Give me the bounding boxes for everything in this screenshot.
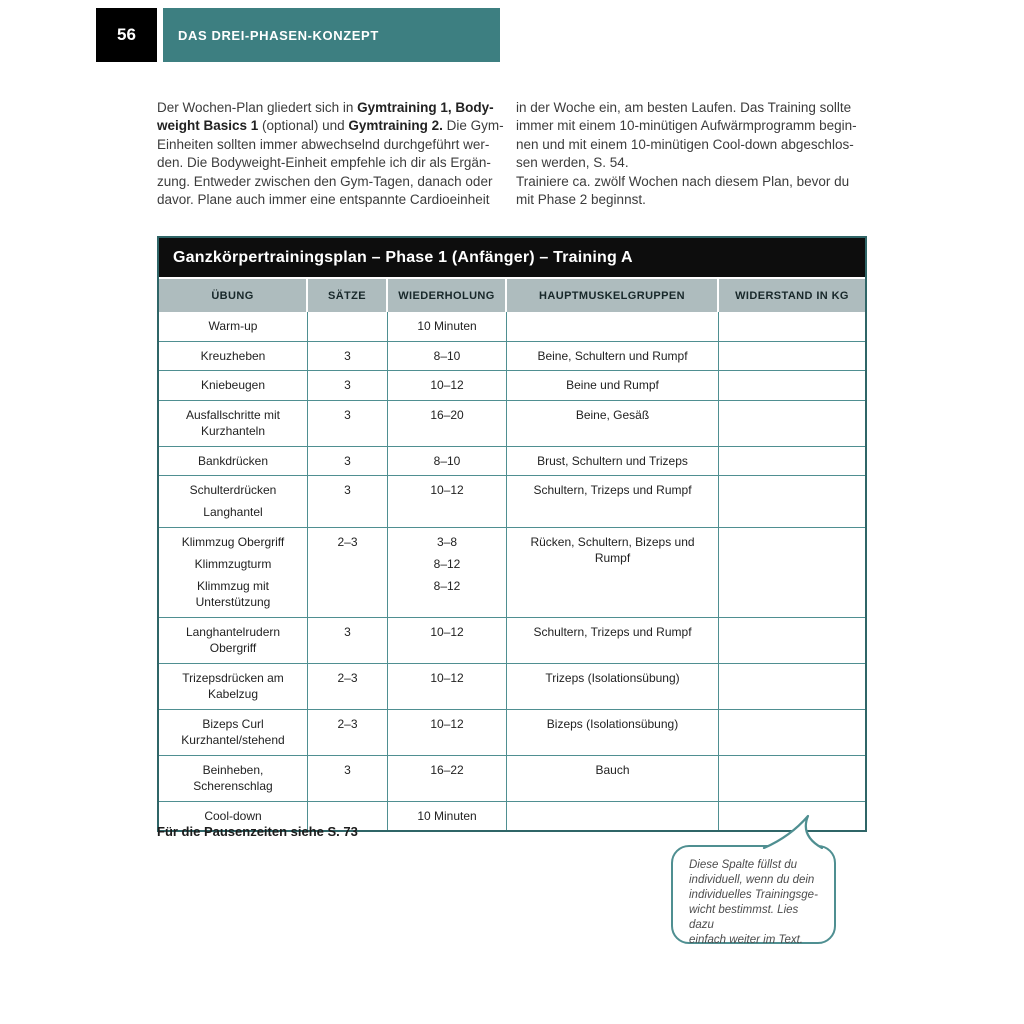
cell-muskelgruppen: Trizeps (Isolationsübung): [507, 664, 719, 709]
cell-uebung: Beinheben, Scherenschlag: [159, 756, 308, 801]
cell-uebung: Ausfallschritte mit Kurzhanteln: [159, 401, 308, 446]
cell-uebung: Langhantelrudern Obergriff: [159, 618, 308, 663]
cell-uebung: Klimmzug Obergriff Klimmzugturm Klimmzug mit Unterstützung: [159, 528, 308, 617]
cell-uebung: Warm-up: [159, 312, 308, 341]
cell-widerstand: [719, 401, 865, 446]
cell-widerstand: [719, 664, 865, 709]
cell-wiederholung: 10 Minuten: [388, 312, 507, 341]
cell-muskelgruppen: [507, 802, 719, 831]
cell-wiederholung: 10–12: [388, 664, 507, 709]
intro-text: zung. Entweder zwischen den Gym-Tagen, danach oder: [157, 173, 493, 189]
column-header-3: HAUPTMUSKELGRUPPEN: [507, 279, 719, 312]
cell-uebung: Schulterdrücken Langhantel: [159, 476, 308, 527]
cell-muskelgruppen: Beine und Rumpf: [507, 371, 719, 400]
cell-uebung: Bankdrücken: [159, 447, 308, 476]
cell-wiederholung: 16–22: [388, 756, 507, 801]
speech-bubble-tail-icon: [754, 812, 836, 849]
table-row: [159, 528, 865, 618]
speech-bubble: [671, 845, 836, 944]
column-header-4: WIDERSTAND IN KG: [719, 279, 865, 312]
cell-wiederholung: 10 Minuten: [388, 802, 507, 831]
table-row: [159, 618, 865, 664]
table-header-row: [159, 279, 865, 312]
table-row: [159, 756, 865, 802]
intro-text: (optional) und: [258, 118, 349, 134]
cell-saetze: [308, 312, 388, 341]
intro-text: Trainiere ca. zwölf Wochen nach diesem Plan, bevor du: [516, 173, 850, 189]
table-row: [159, 710, 865, 756]
cell-uebung: Cool-down: [159, 802, 308, 831]
intro-text: in der Woche ein, am besten Laufen. Das Training sollte: [516, 100, 852, 115]
intro-text: mit Phase 2 beginnst.: [516, 192, 646, 208]
intro-text-bold: Gymtraining 2.: [348, 118, 443, 134]
cell-widerstand: [719, 528, 865, 617]
cell-saetze: 3: [308, 401, 388, 446]
cell-muskelgruppen: Schultern, Trizeps und Rumpf: [507, 476, 719, 527]
cell-muskelgruppen: Bizeps (Isolationsübung): [507, 710, 719, 755]
cell-saetze: 3: [308, 756, 388, 801]
cell-muskelgruppen: Brust, Schultern und Trizeps: [507, 447, 719, 476]
table-row: [159, 447, 865, 477]
cell-saetze: 3: [308, 447, 388, 476]
table-row: [159, 342, 865, 372]
table-body: [159, 312, 865, 830]
table-row: [159, 312, 865, 342]
table-row: [159, 371, 865, 401]
training-plan-table: [157, 236, 867, 832]
cell-saetze: 3: [308, 342, 388, 371]
cell-saetze: 3: [308, 476, 388, 527]
intro-text: sen werden, S. 54.: [516, 155, 629, 171]
cell-wiederholung: 10–12: [388, 476, 507, 527]
column-header-2: WIEDERHOLUNG: [388, 279, 507, 312]
intro-text-bold: Gymtraining 1, Body-: [357, 100, 494, 115]
speech-bubble-text: Diese Spalte füllst du individuell, wenn du dein individuelles Trainingsge- wicht bestimmst. Lies dazu einfach weiter im Text.: [689, 859, 818, 946]
intro-text: Der Wochen-Plan gliedert sich in: [157, 100, 358, 115]
cell-widerstand: [719, 618, 865, 663]
cell-widerstand: [719, 342, 865, 371]
cell-muskelgruppen: Bauch: [507, 756, 719, 801]
intro-text: davor. Plane auch immer eine entspannte Cardioeinheit: [157, 192, 490, 208]
cell-saetze: 2–3: [308, 528, 388, 617]
page-number-box: [96, 8, 157, 62]
intro-text-bold: weight Basics 1: [157, 118, 259, 134]
intro-text: Einheiten sollten immer abwechselnd durchgeführt wer-: [157, 136, 490, 152]
cell-wiederholung: 8–10: [388, 342, 507, 371]
column-header-1: SÄTZE: [308, 279, 388, 312]
cell-uebung: Trizepsdrücken am Kabelzug: [159, 664, 308, 709]
cell-widerstand: [719, 476, 865, 527]
cell-wiederholung: 10–12: [388, 371, 507, 400]
cell-wiederholung: 10–12: [388, 618, 507, 663]
cell-widerstand: [719, 312, 865, 341]
cell-wiederholung: 10–12: [388, 710, 507, 755]
cell-muskelgruppen: Schultern, Trizeps und Rumpf: [507, 618, 719, 663]
table-title: Ganzkörpertrainingsplan – Phase 1 (Anfänger) – Training A: [159, 238, 865, 277]
footnote: Für die Pausenzeiten siehe S. 73: [157, 824, 358, 839]
cell-wiederholung: 3–8 8–12 8–12: [388, 528, 507, 617]
cell-saetze: 3: [308, 371, 388, 400]
cell-muskelgruppen: [507, 312, 719, 341]
intro-text: Die Gym-: [442, 118, 504, 134]
cell-wiederholung: 8–10: [388, 447, 507, 476]
cell-widerstand: [719, 756, 865, 801]
cell-saetze: 2–3: [308, 664, 388, 709]
table-row: [159, 476, 865, 528]
cell-saetze: 3: [308, 618, 388, 663]
cell-muskelgruppen: Rücken, Schultern, Bizeps und Rumpf: [507, 528, 719, 617]
chapter-title: DAS DREI-PHASEN-KONZEPT: [178, 27, 379, 43]
intro-paragraph-left: [157, 99, 507, 209]
table-row: [159, 664, 865, 710]
table-row: [159, 401, 865, 447]
page-number: 56: [117, 25, 136, 44]
cell-uebung: Kreuzheben: [159, 342, 308, 371]
intro-text: den. Die Bodyweight-Einheit empfehle ich dir als Ergän-: [157, 155, 491, 171]
cell-saetze: 2–3: [308, 710, 388, 755]
cell-uebung: Kniebeugen: [159, 371, 308, 400]
cell-muskelgruppen: Beine, Schultern und Rumpf: [507, 342, 719, 371]
cell-uebung: Bizeps Curl Kurzhantel/stehend: [159, 710, 308, 755]
intro-paragraph-right: [516, 99, 874, 209]
intro-text: nen und mit einem 10-minütigen Cool-down abgeschlos-: [516, 136, 854, 152]
cell-wiederholung: 16–20: [388, 401, 507, 446]
intro-text: immer mit einem 10-minütigen Aufwärmprogramm begin-: [516, 118, 857, 134]
cell-widerstand: [719, 710, 865, 755]
cell-widerstand: [719, 371, 865, 400]
column-header-0: ÜBUNG: [159, 279, 308, 312]
chapter-title-bar: [163, 8, 500, 62]
cell-muskelgruppen: Beine, Gesäß: [507, 401, 719, 446]
cell-widerstand: [719, 447, 865, 476]
